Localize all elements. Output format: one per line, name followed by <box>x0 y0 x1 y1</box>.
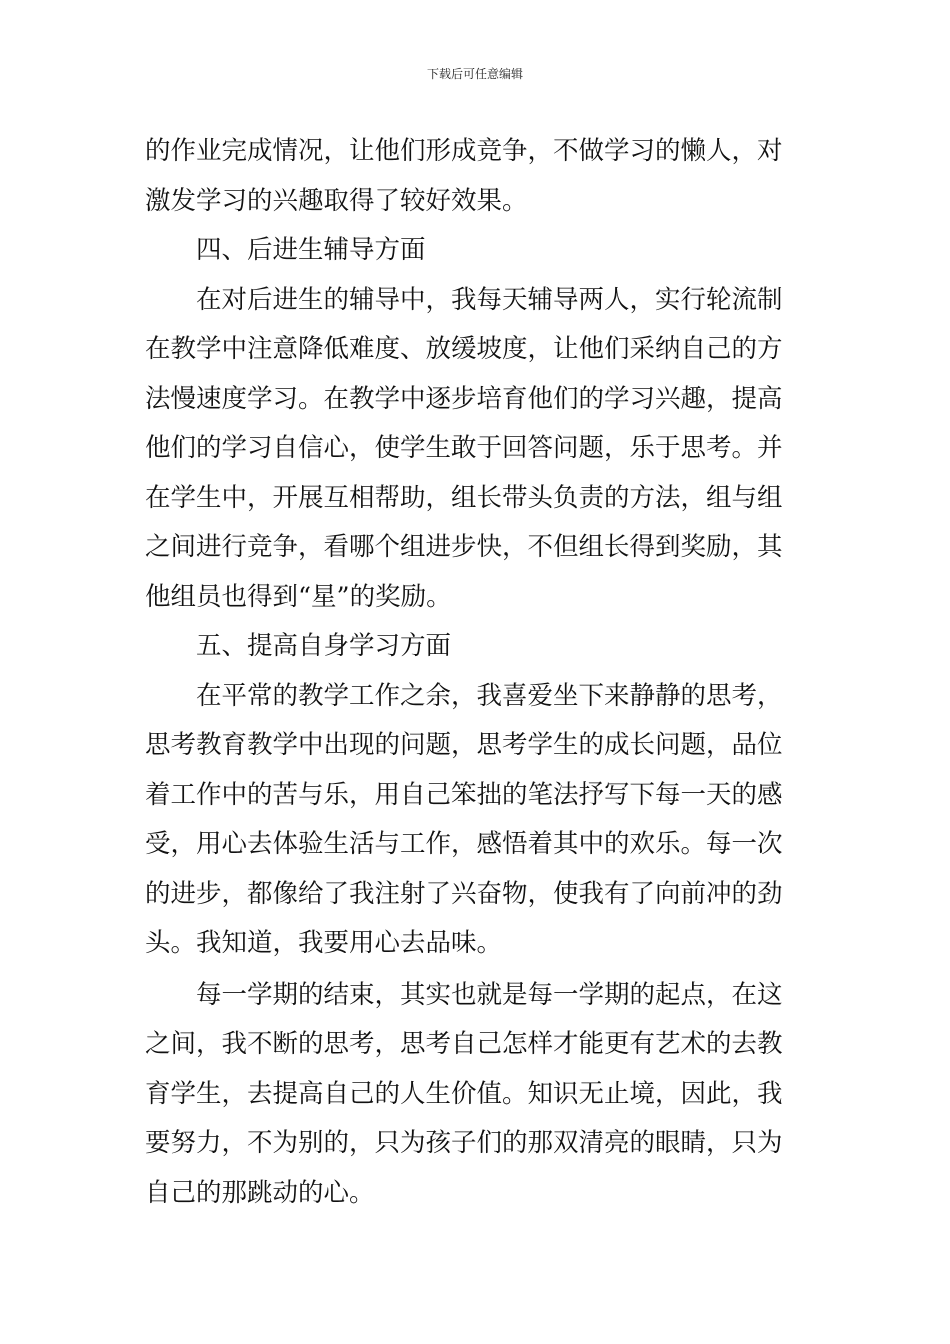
text-line: 四、后进生辅导方面 <box>196 235 426 265</box>
document-body <box>145 127 809 1218</box>
text-line: 他组员也得到“星”的奖励。 <box>145 581 452 612</box>
text-line: 之间进行竞争，看哪个组进步快，不但组长得到奖励，其 <box>145 532 783 562</box>
text-line: 每一学期的结束，其实也就是每一学期的起点，在这 <box>196 979 783 1010</box>
text-line: 要努力，不为别的，只为孩子们的那双清亮的眼睛，只为 <box>145 1128 783 1158</box>
text-line: 激发学习的兴趣取得了较好效果。 <box>145 185 528 216</box>
text-line: 五、提高自身学习方面 <box>196 631 452 661</box>
text-line: 的进步，都像给了我注射了兴奋物，使我有了向前冲的劲 <box>145 878 783 909</box>
page-header: 下载后可任意编辑 <box>426 67 523 81</box>
text-line: 自己的那跳动的心。 <box>145 1177 375 1208</box>
text-line: 他们的学习自信心，使学生敢于回答问题，乐于思考。并 <box>145 433 783 463</box>
text-line: 着工作中的苦与乐，用自己笨拙的笔法抒写下每一天的感 <box>145 779 783 810</box>
text-line: 在平常的教学工作之余，我喜爱坐下来静静的思考， <box>196 680 783 711</box>
text-line: 法慢速度学习。在教学中逐步培育他们的学习兴趣，提高 <box>145 383 783 414</box>
text-line: 受，用心去体验生活与工作，感悟着其中的欢乐。每一次 <box>145 829 783 859</box>
text-line: 育学生，去提高自己的人生价值。知识无止境，因此，我 <box>145 1078 783 1109</box>
text-line: 在学生中，开展互相帮助，组长带头负责的方法，组与组 <box>145 482 783 513</box>
text-line: 头。我知道，我要用心去品味。 <box>145 928 503 958</box>
text-line: 的作业完成情况，让他们形成竞争，不做学习的懒人，对 <box>145 136 783 166</box>
text-line: 在教学中注意降低难度、放缓坡度，让他们采纳自己的方 <box>145 334 783 364</box>
text-line: 思考教育教学中出现的问题，思考学生的成长问题，品位 <box>145 730 783 760</box>
text-line: 之间，我不断的思考，思考自己怎样才能更有艺术的去教 <box>145 1029 783 1059</box>
text-line: 在对后进生的辅导中，我每天辅导两人，实行轮流制 <box>196 284 783 315</box>
